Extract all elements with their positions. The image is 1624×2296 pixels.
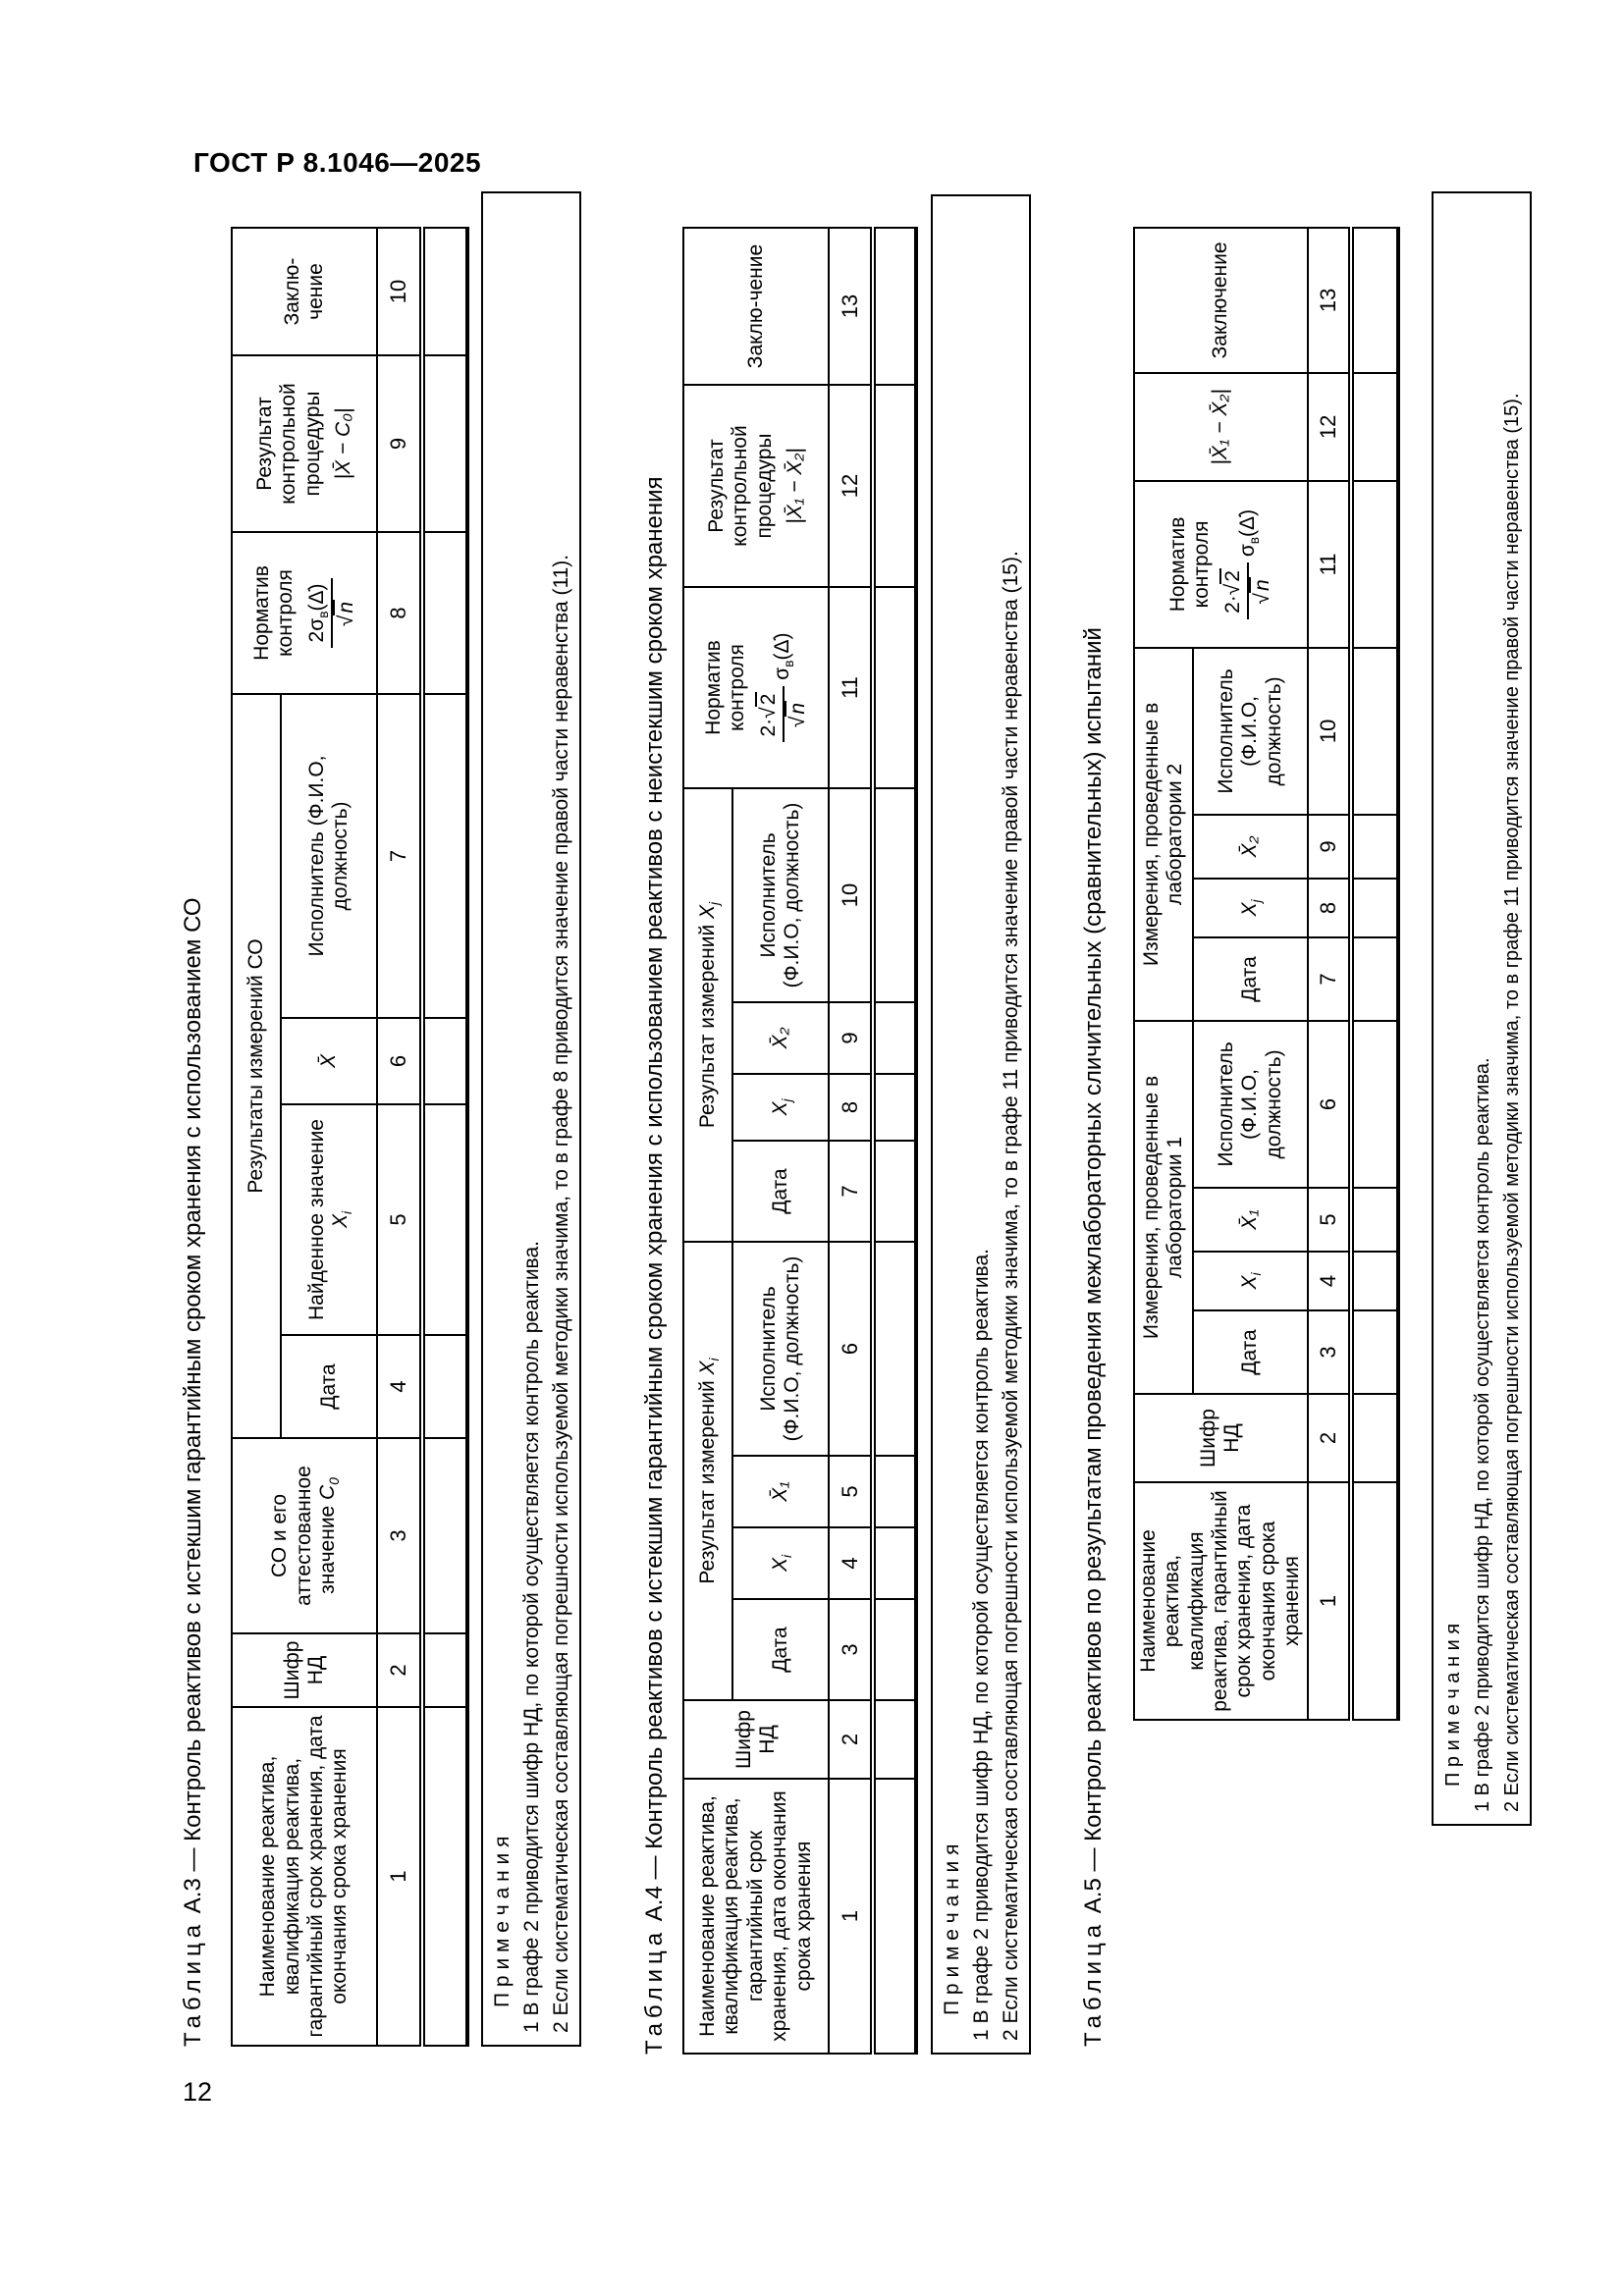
a4-group1-header: Результат измерений $X_i$ (683, 1242, 732, 1700)
a5-sub1-date-header: Дата (1193, 1310, 1307, 1394)
table-a3-caption (180, 229, 207, 2047)
a5-col-shifr-header: Шифр НД (1134, 1394, 1308, 1482)
a4-group2-header: Результат измерений $X_j$ (683, 788, 732, 1242)
a5-norm-suffix: $\sigma_в(\Deltȧ)$ (1235, 508, 1262, 558)
a3-header-row-1 (232, 228, 281, 2046)
column-number-cell: 2 (1308, 1394, 1351, 1482)
empty-cell (873, 1242, 916, 1456)
table-a3-caption-text: А.3 — Контроль реактивов с истекшим гарантийным сроком хранения с использованием СО (180, 897, 206, 1914)
empty-cell (422, 228, 467, 355)
note-item: 2 Если систематическая составляющая погрешности используемой методики значима, то в графе 11 приводится значение правой части неравенства (15). (1000, 551, 1022, 2041)
column-number-cell: 7 (1308, 937, 1351, 1021)
a4-result-formula: |X̄₁ − X̄₂| (783, 448, 806, 524)
table-a4-block (641, 229, 918, 2055)
a4-sub1-exec-header: Исполнитель (Ф.И.О, должность) (732, 1242, 829, 1456)
a3-empty-data-row (422, 228, 467, 2046)
a5-sub2-mean-header: X̄₂ (1193, 815, 1307, 879)
notes-heading: П р и м е ч а н и я (491, 1836, 514, 2007)
empty-cell (422, 355, 467, 532)
column-number-cell: 4 (377, 1335, 422, 1438)
a4-empty-data-row (873, 228, 916, 2054)
a4-norm-formula: 2·√2 √n $\sigma_в(\Deltȧ)$ (757, 594, 811, 781)
a4-norm-title: Норматив контроля (701, 640, 749, 735)
column-number-cell: 10 (1308, 648, 1351, 815)
table-a5-wrapper (1133, 229, 1400, 1721)
table-a4-caption-text: А.4 — Контроль реактивов с истекшим гарантийным сроком хранения с использованием реактивов с неистекшим сроком хранения (641, 476, 668, 1922)
empty-cell (873, 1700, 916, 1779)
a5-col-norm-header (1134, 481, 1308, 648)
table-a3 (231, 227, 469, 2047)
column-number-cell: 12 (829, 385, 873, 587)
column-number-cell: 6 (829, 1242, 873, 1456)
empty-cell (873, 587, 916, 788)
empty-cell (1351, 937, 1398, 1021)
a5-sub1-mean-header: X̄₁ (1193, 1188, 1307, 1252)
column-number-cell: 7 (377, 694, 422, 1018)
a5-header-row-1 (1134, 228, 1193, 1720)
column-number-cell: 5 (1308, 1188, 1351, 1252)
empty-cell (873, 1779, 916, 2054)
a4-sub1-mean-header: X̄₁ (732, 1456, 829, 1527)
empty-cell (873, 1074, 916, 1141)
column-number-cell: 4 (829, 1527, 873, 1599)
a3-col-conclusion-header: Заклю-чение (232, 228, 377, 355)
column-number-cell: 10 (377, 228, 422, 355)
empty-cell (873, 1456, 916, 1527)
a5-col-result-header: |X̄₁ − X̄₂| (1134, 373, 1308, 481)
a3-norm-formula: $2\sigma_в(\Deltȧ)$ √n (305, 539, 359, 687)
empty-cell (1351, 648, 1398, 815)
empty-cell (422, 694, 467, 1018)
empty-cell (422, 1018, 467, 1104)
a5-sub2-date-header: Дата (1193, 937, 1307, 1021)
empty-cell (422, 1438, 467, 1633)
empty-cell (1351, 1021, 1398, 1188)
a5-group1-header: Измерения, проведенные в лаборатории 1 (1134, 1021, 1193, 1394)
column-number-cell: 8 (377, 532, 422, 694)
a4-sub2-date-header: Дата (732, 1141, 829, 1242)
empty-cell (422, 1633, 467, 1707)
empty-cell (422, 1707, 467, 2046)
column-number-cell: 6 (377, 1018, 422, 1104)
empty-cell (873, 1141, 916, 1242)
a4-sub1-x-header: $X_i$ (732, 1527, 829, 1599)
column-number-cell: 9 (1308, 815, 1351, 879)
column-number-cell: 1 (377, 1707, 422, 2046)
empty-cell (1351, 228, 1398, 373)
a5-col-name-header: Наименование реактива, квалификация реактива, гарантийный срок хранения, дата окончания срока хранения (1134, 1482, 1308, 1720)
empty-cell (422, 1335, 467, 1438)
a4-sub2-exec-header: Исполнитель (Ф.И.О, должность) (732, 788, 829, 1002)
empty-cell (873, 1002, 916, 1074)
a3-sub-date-header: Дата (281, 1335, 377, 1438)
empty-cell (1351, 1188, 1398, 1252)
table-a3-caption-word: Таблица (180, 1919, 206, 2047)
a5-group2-header: Измерения, проведенные в лаборатории 2 (1134, 648, 1193, 1021)
table-a3-notes (481, 191, 581, 2047)
a4-sub1-date-header: Дата (732, 1599, 829, 1700)
a3-col-co-var: $C_0$ (316, 1477, 343, 1500)
a3-col-result-header (232, 355, 377, 532)
column-number-cell: 1 (1308, 1482, 1351, 1720)
a3-norm-title: Норматив контроля (249, 565, 298, 661)
table-a4-caption (641, 229, 669, 2055)
column-number-cell: 11 (829, 587, 873, 788)
a5-norm-formula: 2·√2 √n $\sigma_в(\Deltȧ)$ (1221, 488, 1275, 641)
column-number-cell: 9 (377, 355, 422, 532)
a4-result-title: Результат контрольной процедуры (704, 425, 776, 547)
empty-cell (1351, 1252, 1398, 1310)
table-a5-caption-text: А.5 — Контроль реактивов по результатам проведения межлабораторных сличительных (сравнительных) испытаний (1080, 627, 1107, 1914)
a4-header-row-1 (683, 228, 732, 2054)
empty-cell (1351, 815, 1398, 879)
column-number-cell: 4 (1308, 1252, 1351, 1310)
a5-empty-data-row (1351, 228, 1398, 1720)
empty-cell (422, 1104, 467, 1335)
note-item: 2 Если систематическая составляющая погрешности используемой методики значима, то в графе 8 приводится значение правой части неравенства (11). (550, 554, 572, 2033)
column-number-cell: 8 (829, 1074, 873, 1141)
page-number: 12 (183, 2077, 213, 2107)
table-a5-caption-word: Таблица (1080, 1919, 1107, 2047)
empty-cell (1351, 1310, 1398, 1394)
column-number-cell: 3 (377, 1438, 422, 1633)
a4-sub2-x-header: $X_j$ (732, 1074, 829, 1141)
note-item: 2 Если систематическая составляющая погрешности используемой методики значима, то в графе 11 приводится значение правой части неравенства (15). (1501, 393, 1523, 1812)
a3-result-formula: |X̄ − C₀| (331, 407, 354, 480)
column-number-cell: 6 (1308, 1021, 1351, 1188)
column-number-cell: 10 (829, 788, 873, 1002)
column-number-cell: 5 (377, 1104, 422, 1335)
a3-col-norm-header (232, 532, 377, 694)
column-number-cell: 8 (1308, 879, 1351, 937)
empty-cell (873, 385, 916, 587)
column-number-cell: 2 (829, 1700, 873, 1779)
a3-col-co-text: СО и его аттестованное значение (268, 1466, 340, 1606)
empty-cell (1351, 481, 1398, 648)
notes-heading: П р и м е ч а н и я (1442, 1623, 1464, 1787)
table-a4-caption-word: Таблица (641, 1927, 668, 2055)
empty-cell (873, 228, 916, 385)
a4-col-norm-header (683, 587, 829, 788)
table-a5 (1133, 227, 1400, 1721)
column-number-cell: 9 (829, 1002, 873, 1074)
empty-cell (1351, 373, 1398, 481)
a3-col-shifr-header: Шифр НД (232, 1633, 377, 1707)
running-header: ГОСТ Р 8.1046—2025 (193, 147, 482, 178)
a5-sub2-exec-header: Исполнитель (Ф.И.О, должность) (1193, 648, 1307, 815)
table-a4-notes (931, 194, 1031, 2055)
table-a5-caption (1080, 229, 1108, 2047)
a5-column-numbers-row (1308, 228, 1351, 1720)
a3-column-numbers-row (377, 228, 422, 2046)
column-number-cell: 13 (829, 228, 873, 385)
a3-col-co-header (232, 1438, 377, 1633)
a3-col-name-header: Наименование реактива, квалификация реактива, гарантийный срок хранения, дата окончания срока хранения (232, 1707, 377, 2046)
a3-group-header: Результаты измерений СО (232, 694, 281, 1438)
a4-col-result-header (683, 385, 829, 587)
empty-cell (422, 532, 467, 694)
column-number-cell: 3 (829, 1599, 873, 1700)
note-item: 1 В графе 2 приводится шифр НД, по которой осуществляется контроль реактива. (520, 1241, 543, 2033)
empty-cell (1351, 1482, 1398, 1720)
a3-sub-exec-header: Исполнитель (Ф.И.О, должность) (281, 694, 377, 1018)
column-number-cell: 1 (829, 1779, 873, 2054)
table-a4 (682, 227, 918, 2055)
empty-cell (1351, 1394, 1398, 1482)
a5-col-conclusion-header: Заключение (1134, 228, 1308, 373)
empty-cell (1351, 879, 1398, 937)
a4-col-conclusion-header: Заклю-чение (683, 228, 829, 385)
notes-heading: П р и м е ч а н и я (941, 1843, 963, 2015)
a4-sub2-mean-header: X̄₂ (732, 1002, 829, 1074)
empty-cell (873, 1527, 916, 1599)
column-number-cell: 2 (377, 1633, 422, 1707)
a4-col-shifr-header: Шифр НД (683, 1700, 829, 1779)
a3-sub-mean-header: X̄ (281, 1018, 377, 1104)
a3-sub-found-header: Найденное значение $X_i$ (281, 1104, 377, 1335)
column-number-cell: 11 (1308, 481, 1351, 648)
column-number-cell: 3 (1308, 1310, 1351, 1394)
note-item: 1 В графе 2 приводится шифр НД, по которой осуществляется контроль реактива. (970, 1249, 993, 2041)
table-a3-block (180, 229, 469, 2047)
a4-col-name-header: Наименование реактива, квалификация реактива, гарантийный срок хранения, дата окончания срока хранения (683, 1779, 829, 2054)
table-a5-notes (1432, 191, 1532, 1826)
empty-cell (873, 1599, 916, 1700)
a5-sub2-x-header: $X_j$ (1193, 879, 1307, 937)
a4-norm-suffix: $\sigma_в(\Deltȧ)$ (771, 632, 797, 680)
column-number-cell: 5 (829, 1456, 873, 1527)
a5-sub1-exec-header: Исполнитель (Ф.И.О, должность) (1193, 1021, 1307, 1188)
a4-column-numbers-row (829, 228, 873, 2054)
column-number-cell: 12 (1308, 373, 1351, 481)
a5-sub1-x-header: $X_i$ (1193, 1252, 1307, 1310)
table-a5-block (1080, 229, 1400, 2047)
column-number-cell: 13 (1308, 228, 1351, 373)
column-number-cell: 7 (829, 1141, 873, 1242)
note-item: 1 В графе 2 приводится шифр НД, по которой осуществляется контроль реактива. (1472, 1057, 1493, 1812)
a5-norm-title: Норматив контроля (1166, 516, 1214, 613)
a3-result-title: Результат контрольной процедуры (252, 383, 324, 505)
empty-cell (873, 788, 916, 1002)
